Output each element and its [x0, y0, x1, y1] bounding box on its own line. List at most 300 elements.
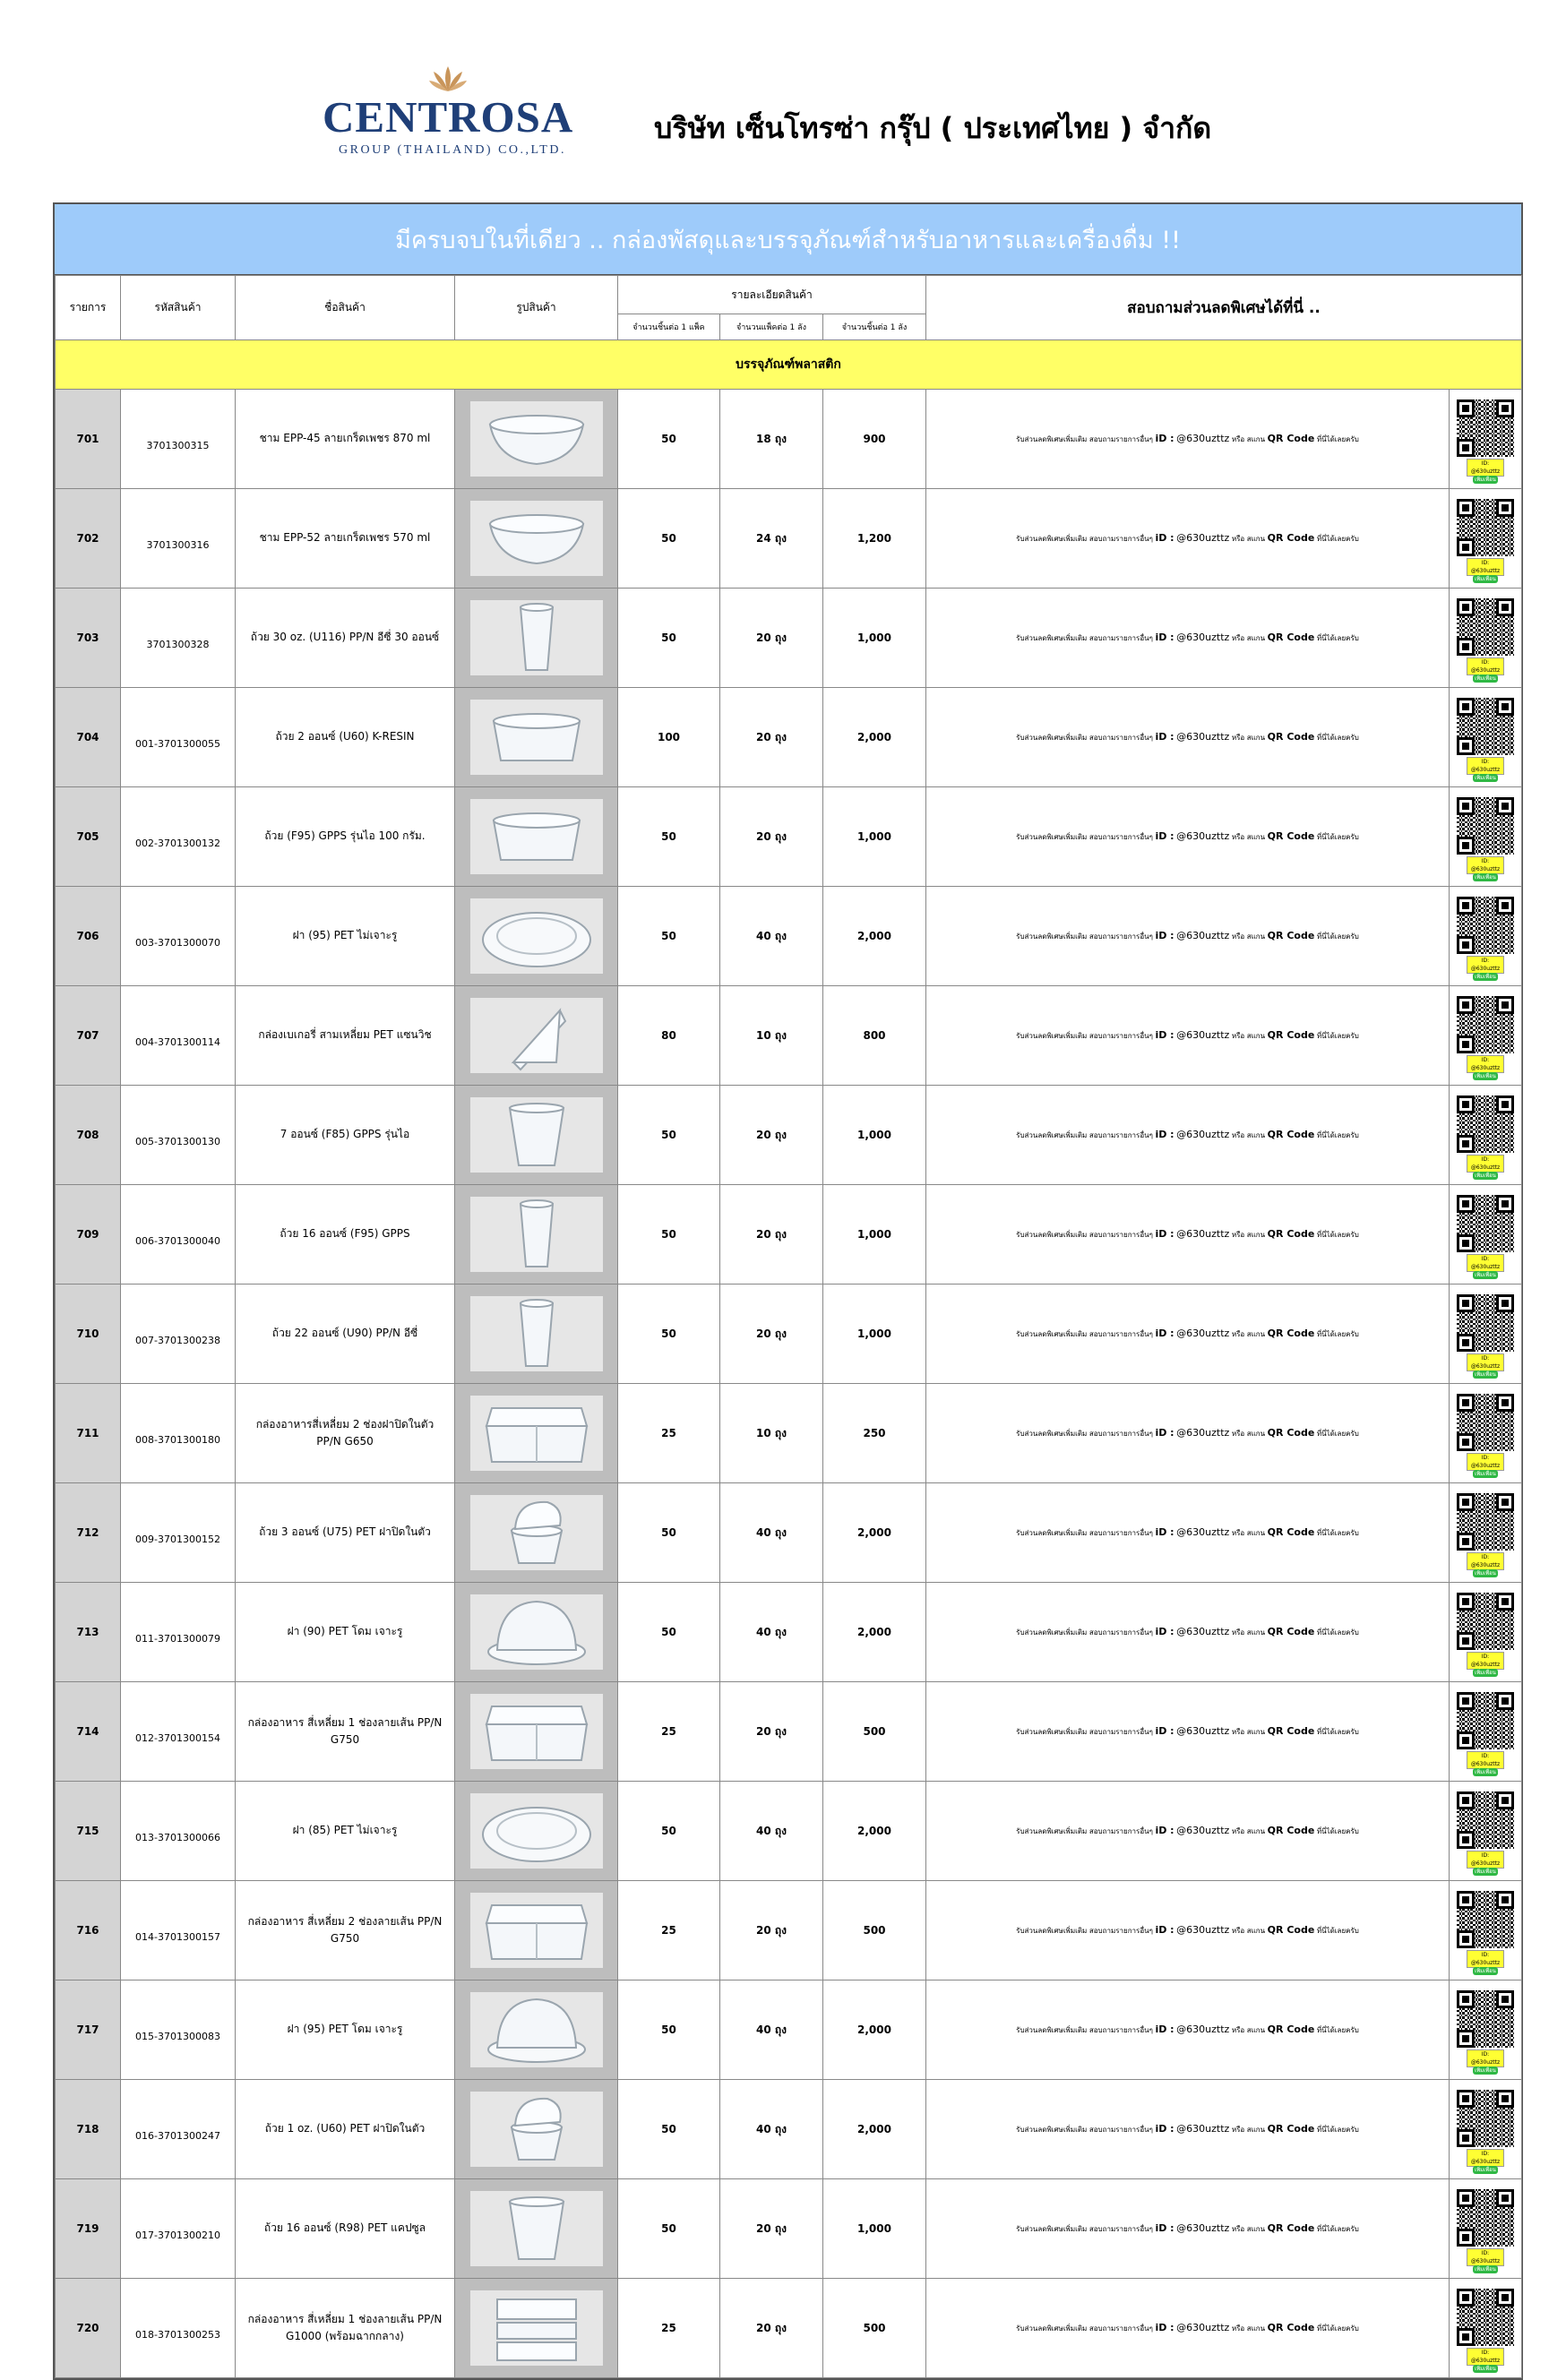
contact-prefix: รับส่วนลดพิเศษเพิ่มเติม สอบถามรายการอื่นๆ [1016, 833, 1153, 841]
dome-lid-icon [470, 1992, 603, 2067]
qr-code-icon[interactable] [1457, 2090, 1514, 2173]
pcs-per-carton: 2,000 [823, 1583, 926, 1682]
pcs-per-pack: 50 [618, 589, 720, 688]
flat-lid-icon [470, 1793, 603, 1869]
qr-cell [1450, 390, 1522, 489]
qr-label: QR Code [1267, 1626, 1315, 1637]
line-id-value[interactable]: @630uzttz [1176, 1526, 1230, 1538]
product-code: 013-3701300066 [121, 1782, 236, 1881]
qr-cell [1450, 589, 1522, 688]
product-image-cell [455, 787, 618, 887]
food-box-icon [470, 1893, 603, 1968]
line-id-value[interactable]: @630uzttz [1176, 830, 1230, 842]
pcs-per-carton: 2,000 [823, 1483, 926, 1583]
contact-text [926, 1682, 1450, 1782]
packs-per-carton: 40 ถุง [720, 1483, 823, 1583]
tall-cup-icon [470, 1296, 603, 1371]
line-add-friend-badge[interactable] [1467, 1552, 1504, 1577]
contact-prefix: รับส่วนลดพิเศษเพิ่มเติม สอบถามรายการอื่นๆ [1016, 1827, 1153, 1835]
contact-prefix: รับส่วนลดพิเศษเพิ่มเติม สอบถามรายการอื่นๆ [1016, 634, 1153, 642]
col-header-no: รายการ [56, 276, 121, 340]
pcs-per-carton: 900 [823, 390, 926, 489]
product-image-cell [455, 1384, 618, 1483]
contact-mid: หรือ สแกน [1231, 932, 1266, 941]
contact-text [926, 2080, 1450, 2179]
qr-code-icon[interactable] [1457, 1891, 1514, 1974]
lotus-icon [428, 64, 468, 95]
qr-cell [1450, 887, 1522, 986]
qr-badge-label: เพิ่มเพื่อน [1475, 1968, 1496, 1974]
pcs-per-carton: 2,000 [823, 1782, 926, 1881]
qr-code-icon[interactable] [1457, 2189, 1514, 2273]
product-image-cell [455, 1682, 618, 1782]
product-image-cell [455, 390, 618, 489]
qr-badge-id: ID: @630uzttz [1470, 1455, 1501, 1469]
line-id-value[interactable]: @630uzttz [1176, 1029, 1230, 1041]
product-image-cell [455, 1583, 618, 1682]
contact-text [926, 1881, 1450, 1980]
product-row [56, 2080, 1522, 2179]
qr-cell [1450, 688, 1522, 787]
line-id-label: iD : [1155, 830, 1174, 842]
pcs-per-carton: 2,000 [823, 887, 926, 986]
product-row [56, 986, 1522, 1086]
line-add-friend-badge[interactable] [1467, 1652, 1504, 1676]
qr-code-icon[interactable] [1457, 1493, 1514, 1577]
product-image-cell [455, 1483, 618, 1583]
product-name: ชาม EPP-52 ลายเกร็ดเพชร 570 ml [236, 489, 455, 589]
product-row [56, 1682, 1522, 1782]
line-id-value[interactable]: @630uzttz [1176, 2123, 1230, 2135]
pcs-per-carton: 1,000 [823, 1086, 926, 1185]
item-number: 717 [56, 1980, 121, 2080]
line-id-label: iD : [1155, 1924, 1174, 1936]
qr-cell [1450, 1881, 1522, 1980]
contact-mid: หรือ สแกน [1231, 2126, 1266, 2134]
pcs-per-carton: 250 [823, 1384, 926, 1483]
qr-code-icon[interactable] [1457, 1394, 1514, 1477]
pcs-per-carton: 1,000 [823, 2179, 926, 2279]
line-id-value[interactable]: @630uzttz [1176, 1129, 1230, 1140]
qr-code-icon[interactable] [1457, 400, 1514, 483]
contact-prefix: รับส่วนลดพิเศษเพิ่มเติม สอบถามรายการอื่นๆ [1016, 2026, 1153, 2034]
qr-code-icon[interactable] [1457, 1593, 1514, 1676]
bowl-icon [470, 501, 603, 576]
line-id-value[interactable]: @630uzttz [1176, 2222, 1230, 2234]
contact-prefix: รับส่วนลดพิเศษเพิ่มเติม สอบถามรายการอื่นๆ [1016, 1131, 1153, 1139]
qr-code-icon[interactable] [1457, 1294, 1514, 1378]
qr-badge-id: ID: @630uzttz [1470, 2151, 1501, 2165]
contact-suffix: ที่นี่ได้เลยครับ [1316, 2225, 1359, 2233]
line-add-friend-badge[interactable] [1467, 657, 1504, 682]
qr-label: QR Code [1267, 532, 1315, 544]
pcs-per-carton: 800 [823, 986, 926, 1086]
item-number: 713 [56, 1583, 121, 1682]
contact-suffix: ที่นี่ได้เลยครับ [1316, 932, 1359, 941]
product-image-cell [455, 2279, 618, 2378]
company-name: บริษัท เซ็นโทรซ่า กรุ๊ป ( ประเทศไทย ) จำกัด [654, 111, 1212, 145]
qr-badge-label: เพิ่มเพื่อน [1475, 1570, 1496, 1577]
product-name: ถ้วย 16 ออนซ์ (R98) PET แคปซูล [236, 2179, 455, 2279]
line-id-value[interactable]: @630uzttz [1176, 1626, 1230, 1637]
contact-text [926, 1285, 1450, 1384]
line-add-friend-badge[interactable] [1467, 2248, 1504, 2273]
line-add-friend-badge[interactable] [1467, 1055, 1504, 1079]
product-name: ถ้วย 3 ออนซ์ (U75) PET ฝาปิดในตัว [236, 1483, 455, 1583]
qr-label: QR Code [1267, 1327, 1315, 1339]
qr-code-icon[interactable] [1457, 598, 1514, 682]
contact-prefix: รับส่วนลดพิเศษเพิ่มเติม สอบถามรายการอื่นๆ [1016, 1927, 1153, 1935]
tall-cup-icon [470, 1197, 603, 1272]
line-add-friend-badge[interactable] [1467, 1851, 1504, 1875]
contact-mid: หรือ สแกน [1231, 1529, 1266, 1537]
contact-suffix: ที่นี่ได้เลยครับ [1316, 1231, 1359, 1239]
qr-cell [1450, 1384, 1522, 1483]
line-id-label: iD : [1155, 1228, 1174, 1240]
contact-prefix: รับส่วนลดพิเศษเพิ่มเติม สอบถามรายการอื่นๆ [1016, 932, 1153, 941]
qr-badge-id: ID: @630uzttz [1470, 958, 1501, 972]
contact-suffix: ที่นี่ได้เลยครับ [1316, 1728, 1359, 1736]
qr-cell [1450, 2080, 1522, 2179]
line-id-label: iD : [1155, 2322, 1174, 2333]
pcs-per-pack: 50 [618, 787, 720, 887]
contact-mid: หรือ สแกน [1231, 1330, 1266, 1338]
contact-prefix: รับส่วนลดพิเศษเพิ่มเติม สอบถามรายการอื่นๆ [1016, 1231, 1153, 1239]
packs-per-carton: 40 ถุง [720, 1980, 823, 2080]
line-id-value[interactable]: @630uzttz [1176, 2322, 1230, 2333]
packs-per-carton: 40 ถุง [720, 887, 823, 986]
product-image-cell [455, 1185, 618, 1285]
line-add-friend-badge[interactable] [1467, 1155, 1504, 1179]
pcs-per-carton: 1,000 [823, 787, 926, 887]
line-id-label: iD : [1155, 1626, 1174, 1637]
banner: มีครบจบในที่เดียว .. กล่องพัสดุและบรรจุภัณฑ์สำหรับอาหารและเครื่องดื่ม !! [55, 204, 1521, 275]
item-number: 716 [56, 1881, 121, 1980]
packs-per-carton: 10 ถุง [720, 1384, 823, 1483]
item-number: 714 [56, 1682, 121, 1782]
contact-suffix: ที่นี่ได้เลยครับ [1316, 1529, 1359, 1537]
item-number: 704 [56, 688, 121, 787]
product-name: ถ้วย (F95) GPPS รุ่นไอ 100 กรัม. [236, 787, 455, 887]
qr-label: QR Code [1267, 2322, 1315, 2333]
item-number: 720 [56, 2279, 121, 2378]
col-header-name: ชื่อสินค้า [236, 276, 455, 340]
line-id-value[interactable]: @630uzttz [1176, 1725, 1230, 1737]
line-add-friend-badge[interactable] [1467, 1950, 1504, 1974]
contact-mid: หรือ สแกน [1231, 1131, 1266, 1139]
qr-code-icon[interactable] [1457, 698, 1514, 781]
line-id-label: iD : [1155, 632, 1174, 643]
line-id-value[interactable]: @630uzttz [1176, 632, 1230, 643]
col-header-details: รายละเอียดสินค้า [618, 276, 926, 314]
product-image-cell [455, 1782, 618, 1881]
hinged-cup-icon [470, 2092, 603, 2167]
contact-mid: หรือ สแกน [1231, 1827, 1266, 1835]
qr-label: QR Code [1267, 830, 1315, 842]
product-code: 002-3701300132 [121, 787, 236, 887]
contact-prefix: รับส่วนลดพิเศษเพิ่มเติม สอบถามรายการอื่นๆ [1016, 1628, 1153, 1637]
packs-per-carton: 40 ถุง [720, 1583, 823, 1682]
line-add-friend-badge[interactable] [1467, 1254, 1504, 1278]
line-add-friend-badge[interactable] [1467, 558, 1504, 582]
qr-label: QR Code [1267, 1725, 1315, 1737]
qr-label: QR Code [1267, 930, 1315, 941]
logo-subtitle: GROUP (THAILAND) CO.,LTD. [339, 143, 566, 157]
qr-badge-id: ID: @630uzttz [1470, 460, 1501, 475]
line-id-label: iD : [1155, 1725, 1174, 1737]
line-id-value[interactable]: @630uzttz [1176, 1327, 1230, 1339]
pcs-per-carton: 500 [823, 1682, 926, 1782]
product-image-cell [455, 489, 618, 589]
packs-per-carton: 20 ถุง [720, 589, 823, 688]
line-id-label: iD : [1155, 433, 1174, 444]
contact-suffix: ที่นี่ได้เลยครับ [1316, 2126, 1359, 2134]
line-id-label: iD : [1155, 1129, 1174, 1140]
product-row [56, 1285, 1522, 1384]
contact-mid: หรือ สแกน [1231, 2324, 1266, 2333]
qr-cell [1450, 787, 1522, 887]
category-row: บรรจุภัณฑ์พลาสติก [56, 340, 1522, 390]
product-table [55, 275, 1522, 2378]
product-code: 012-3701300154 [121, 1682, 236, 1782]
qr-cell [1450, 1583, 1522, 1682]
line-id-value[interactable]: @630uzttz [1176, 1924, 1230, 1936]
cup-icon [470, 2191, 603, 2266]
contact-suffix: ที่นี่ได้เลยครับ [1316, 1827, 1359, 1835]
contact-suffix: ที่นี่ได้เลยครับ [1316, 435, 1359, 443]
contact-prefix: รับส่วนลดพิเศษเพิ่มเติม สอบถามรายการอื่นๆ [1016, 1430, 1153, 1438]
product-image-cell [455, 2080, 618, 2179]
contact-suffix: ที่นี่ได้เลยครับ [1316, 2026, 1359, 2034]
qr-code-icon[interactable] [1457, 1195, 1514, 1278]
product-row [56, 1980, 1522, 2080]
qr-label: QR Code [1267, 1924, 1315, 1936]
product-sheet [53, 202, 1523, 2380]
item-number: 702 [56, 489, 121, 589]
contact-suffix: ที่นี่ได้เลยครับ [1316, 2324, 1359, 2333]
product-row [56, 1881, 1522, 1980]
contact-text [926, 688, 1450, 787]
qr-cell [1450, 1285, 1522, 1384]
qr-badge-label: เพิ่มเพื่อน [1475, 675, 1496, 682]
qr-code-icon[interactable] [1457, 1692, 1514, 1775]
pcs-per-pack: 25 [618, 1384, 720, 1483]
line-add-friend-badge[interactable] [1467, 856, 1504, 881]
pcs-per-pack: 50 [618, 1185, 720, 1285]
line-id-value[interactable]: @630uzttz [1176, 433, 1230, 444]
line-id-value[interactable]: @630uzttz [1176, 1228, 1230, 1240]
pcs-per-carton: 2,000 [823, 2080, 926, 2179]
pcs-per-pack: 50 [618, 1980, 720, 2080]
contact-text [926, 887, 1450, 986]
qr-code-icon[interactable] [1457, 2289, 1514, 2372]
qr-label: QR Code [1267, 2023, 1315, 2035]
qr-label: QR Code [1267, 1228, 1315, 1240]
col-header-code: รหัสสินค้า [121, 276, 236, 340]
qr-code-icon[interactable] [1457, 996, 1514, 1079]
product-code: 011-3701300079 [121, 1583, 236, 1682]
qr-badge-label: เพิ่มเพื่อน [1475, 874, 1496, 881]
qr-badge-id: ID: @630uzttz [1470, 560, 1501, 574]
qr-code-icon[interactable] [1457, 1095, 1514, 1179]
line-id-label: iD : [1155, 1526, 1174, 1538]
qr-code-icon[interactable] [1457, 797, 1514, 881]
packs-per-carton: 20 ถุง [720, 1881, 823, 1980]
product-row [56, 1483, 1522, 1583]
contact-mid: หรือ สแกน [1231, 634, 1266, 642]
qr-code-icon[interactable] [1457, 897, 1514, 980]
product-image-cell [455, 1980, 618, 2080]
pcs-per-pack: 50 [618, 1483, 720, 1583]
qr-code-icon[interactable] [1457, 1791, 1514, 1875]
product-image-cell [455, 1881, 618, 1980]
contact-prefix: รับส่วนลดพิเศษเพิ่มเติม สอบถามรายการอื่นๆ [1016, 1032, 1153, 1040]
bowl-icon [470, 401, 603, 477]
line-add-friend-badge[interactable] [1467, 459, 1504, 483]
line-id-value[interactable]: @630uzttz [1176, 731, 1230, 743]
contact-prefix: รับส่วนลดพิเศษเพิ่มเติม สอบถามรายการอื่นๆ [1016, 1529, 1153, 1537]
pcs-per-pack: 25 [618, 2279, 720, 2378]
contact-mid: หรือ สแกน [1231, 435, 1266, 443]
product-image-cell [455, 986, 618, 1086]
contact-text [926, 1483, 1450, 1583]
item-number: 703 [56, 589, 121, 688]
contact-suffix: ที่นี่ได้เลยครับ [1316, 833, 1359, 841]
stacked-box-icon [470, 2290, 603, 2366]
qr-badge-label: เพิ่มเพื่อน [1475, 477, 1496, 483]
pcs-per-pack: 50 [618, 1086, 720, 1185]
product-code: 007-3701300238 [121, 1285, 236, 1384]
pcs-per-pack: 25 [618, 1682, 720, 1782]
item-number: 719 [56, 2179, 121, 2279]
contact-suffix: ที่นี่ได้เลยครับ [1316, 535, 1359, 543]
qr-badge-label: เพิ่มเพื่อน [1475, 1272, 1496, 1278]
pcs-per-pack: 80 [618, 986, 720, 1086]
product-name: ถ้วย 22 ออนซ์ (U90) PP/N อีซี่ [236, 1285, 455, 1384]
pcs-per-pack: 50 [618, 390, 720, 489]
contact-prefix: รับส่วนลดพิเศษเพิ่มเติม สอบถามรายการอื่นๆ [1016, 2225, 1153, 2233]
product-row [56, 2179, 1522, 2279]
qr-cell [1450, 1483, 1522, 1583]
pcs-per-pack: 100 [618, 688, 720, 787]
line-add-friend-badge[interactable] [1467, 956, 1504, 980]
line-id-value[interactable]: @630uzttz [1176, 1427, 1230, 1439]
contact-mid: หรือ สแกน [1231, 734, 1266, 742]
line-id-label: iD : [1155, 1327, 1174, 1339]
product-code: 016-3701300247 [121, 2080, 236, 2179]
qr-code-icon[interactable] [1457, 1990, 1514, 2074]
qr-cell [1450, 489, 1522, 589]
product-code: 3701300328 [121, 589, 236, 688]
line-id-label: iD : [1155, 1029, 1174, 1041]
line-id-value[interactable]: @630uzttz [1176, 2023, 1230, 2035]
pcs-per-carton: 1,000 [823, 1185, 926, 1285]
tub-icon [470, 799, 603, 874]
product-code: 015-3701300083 [121, 1980, 236, 2080]
line-add-friend-badge[interactable] [1467, 1353, 1504, 1378]
qr-badge-id: ID: @630uzttz [1470, 1753, 1501, 1767]
pcs-per-carton: 500 [823, 2279, 926, 2378]
qr-code-icon[interactable] [1457, 499, 1514, 582]
qr-badge-label: เพิ่มเพื่อน [1475, 2266, 1496, 2273]
product-name: กล่องอาหาร สี่เหลี่ยม 1 ช่องลายเส้น PP/N G750 [236, 1682, 455, 1782]
line-add-friend-badge[interactable] [1467, 757, 1504, 781]
line-id-value[interactable]: @630uzttz [1176, 532, 1230, 544]
product-name: กล่องเบเกอรี่ สามเหลี่ยม PET แซนวิช [236, 986, 455, 1086]
line-add-friend-badge[interactable] [1467, 2149, 1504, 2173]
qr-cell [1450, 1185, 1522, 1285]
product-row [56, 887, 1522, 986]
product-image-cell [455, 887, 618, 986]
product-row [56, 489, 1522, 589]
qr-badge-label: เพิ่มเพื่อน [1475, 1371, 1496, 1378]
product-name: ถ้วย 2 ออนซ์ (U60) K-RESIN [236, 688, 455, 787]
contact-mid: หรือ สแกน [1231, 1231, 1266, 1239]
qr-cell [1450, 2279, 1522, 2378]
col-header-image: รูปสินค้า [455, 276, 618, 340]
product-row [56, 1086, 1522, 1185]
item-number: 706 [56, 887, 121, 986]
product-name: 7 ออนซ์ (F85) GPPS รุ่นไอ [236, 1086, 455, 1185]
qr-badge-id: ID: @630uzttz [1470, 2350, 1501, 2364]
pcs-per-carton: 1,200 [823, 489, 926, 589]
line-add-friend-badge[interactable] [1467, 1453, 1504, 1477]
contact-text [926, 390, 1450, 489]
product-row [56, 1782, 1522, 1881]
qr-badge-label: เพิ่มเพื่อน [1475, 1471, 1496, 1477]
contact-text [926, 1384, 1450, 1483]
packs-per-carton: 20 ถุง [720, 1185, 823, 1285]
contact-suffix: ที่นี่ได้เลยครับ [1316, 734, 1359, 742]
product-row [56, 1583, 1522, 1682]
packs-per-carton: 40 ถุง [720, 2080, 823, 2179]
qr-label: QR Code [1267, 1526, 1315, 1538]
product-name: ฝา (95) PET ไม่เจาะรู [236, 887, 455, 986]
product-code: 008-3701300180 [121, 1384, 236, 1483]
contact-prefix: รับส่วนลดพิเศษเพิ่มเติม สอบถามรายการอื่นๆ [1016, 535, 1153, 543]
contact-mid: หรือ สแกน [1231, 1628, 1266, 1637]
qr-badge-label: เพิ่มเพื่อน [1475, 2167, 1496, 2173]
item-number: 709 [56, 1185, 121, 1285]
qr-badge-id: ID: @630uzttz [1470, 1654, 1501, 1668]
qr-label: QR Code [1267, 632, 1315, 643]
line-add-friend-badge[interactable] [1467, 2348, 1504, 2372]
product-code: 001-3701300055 [121, 688, 236, 787]
item-number: 711 [56, 1384, 121, 1483]
contact-text [926, 1782, 1450, 1881]
col-header-contact: สอบถามส่วนลดพิเศษได้ที่นี่ .. [926, 276, 1522, 340]
line-add-friend-badge[interactable] [1467, 2049, 1504, 2074]
line-id-value[interactable]: @630uzttz [1176, 1825, 1230, 1836]
line-id-label: iD : [1155, 731, 1174, 743]
qr-badge-label: เพิ่มเพื่อน [1475, 1173, 1496, 1179]
contact-suffix: ที่นี่ได้เลยครับ [1316, 634, 1359, 642]
product-image-cell [455, 2179, 618, 2279]
item-number: 701 [56, 390, 121, 489]
product-name: กล่องอาหาร สี่เหลี่ยม 2 ช่องลายเส้น PP/N G750 [236, 1881, 455, 1980]
product-code: 006-3701300040 [121, 1185, 236, 1285]
packs-per-carton: 20 ถุง [720, 2179, 823, 2279]
packs-per-carton: 20 ถุง [720, 1682, 823, 1782]
tub-icon [470, 700, 603, 775]
line-add-friend-badge[interactable] [1467, 1751, 1504, 1775]
line-id-value[interactable]: @630uzttz [1176, 930, 1230, 941]
qr-label: QR Code [1267, 1825, 1315, 1836]
qr-cell [1450, 1980, 1522, 2080]
contact-suffix: ที่นี่ได้เลยครับ [1316, 1628, 1359, 1637]
qr-badge-id: ID: @630uzttz [1470, 1256, 1501, 1270]
sandwich-box-icon [470, 998, 603, 1073]
